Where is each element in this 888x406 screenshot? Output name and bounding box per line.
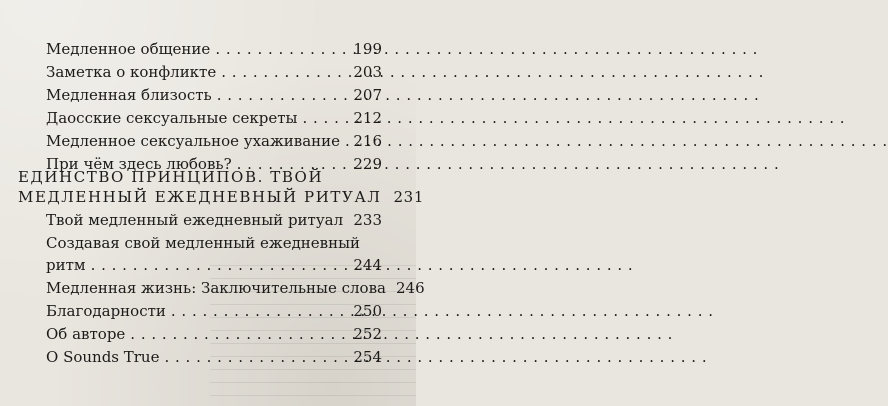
dot-leader [91,256,349,274]
toc-entry-title-line2: ритм [46,256,86,274]
toc-entry [46,277,425,297]
toc-entry-title: Благодарности [46,302,166,320]
toc-entry-title: Об авторе [46,325,126,343]
toc-entry-title: Медленная жизнь: Заключительные слова [46,279,386,297]
chapter-title-line2 [18,186,424,206]
toc-entry-page: 250 [353,302,382,320]
toc-entry [46,130,382,150]
toc-entry-title: О Sounds True [46,348,160,366]
toc-entry-page: 216 [353,132,382,150]
toc-entry-page: 244 [353,256,382,274]
toc-entry-title: При чём здесь любовь? [46,155,232,173]
dot-leader [217,86,349,104]
toc-entry-title-line1: Создавая свой медленный ежедневный [46,234,361,252]
toc-entry-page: 199 [353,40,382,58]
chapter-title-text: МЕДЛЕННЫЙ ЕЖЕДНЕВНЫЙ РИТУАЛ [18,188,382,206]
toc-entry [46,84,382,104]
dot-leader [171,302,348,320]
toc-entry-page: 203 [353,63,382,81]
toc-entry [46,300,382,320]
toc-entry-title: Медленное сексуальное ухаживание [46,132,341,150]
toc-entry-page: 254 [353,348,382,366]
toc-entry-title: Заметка о конфликте [46,63,217,81]
toc-entry [46,254,382,274]
toc-entry-page: 229 [353,155,382,173]
toc-entry-title: Твой медленный ежедневный ритуал [46,211,344,229]
toc-entry-page: 207 [353,86,382,104]
dot-leader [164,348,348,366]
dot-leader [221,63,348,81]
book-page [0,0,425,406]
toc-entry [46,107,382,127]
dot-leader [345,132,348,150]
toc-entry [46,38,382,58]
toc-entry-page: 212 [353,109,382,127]
toc-entry-page: 246 [395,279,425,297]
toc-entry [46,61,382,81]
toc-entry-title: Даосские сексуальные секреты [46,109,298,127]
toc-entry-title: Медленное общение [46,40,211,58]
chapter-title-line1: ЕДИНСТВО ПРИНЦИПОВ. ТВОЙ [18,168,324,186]
toc-entry [46,209,382,229]
toc-entry [46,346,382,366]
toc-entry-page: 252 [353,325,382,343]
toc-entry [46,323,382,343]
toc-entry-page: 233 [353,211,382,229]
toc-entry-title: Медленная близость [46,86,212,104]
dot-leader [130,325,348,343]
dot-leader [215,40,348,58]
dot-leader [302,109,348,127]
chapter-page: 231 [393,188,424,206]
